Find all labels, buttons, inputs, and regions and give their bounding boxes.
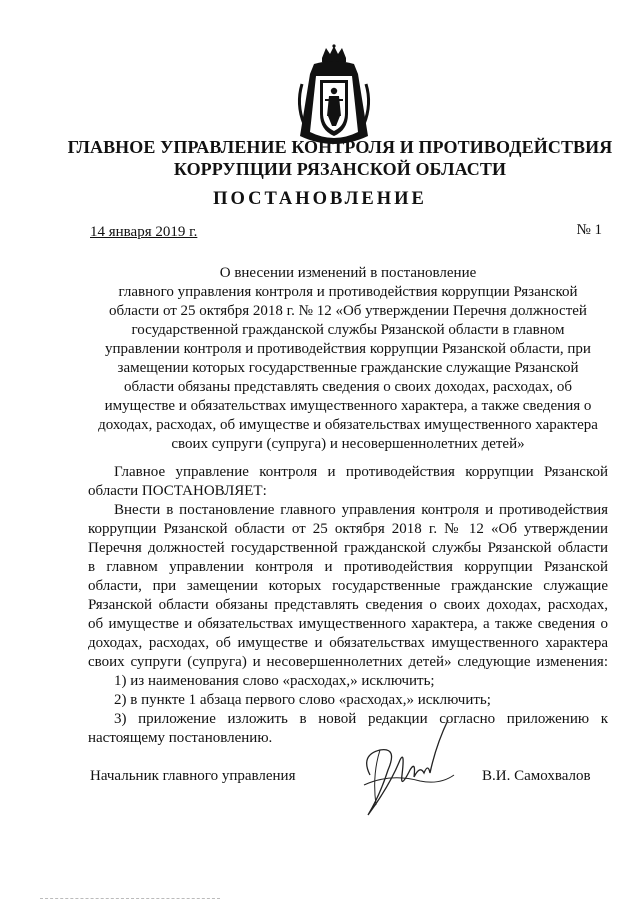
document-body	[88, 463, 608, 748]
signatory-title: Начальник главного управления	[90, 768, 296, 784]
body-line: своих супруги (супруга) и несовершеннолетних детей» следующие изменения:	[88, 654, 608, 670]
signatory-name: В.И. Самохвалов	[482, 768, 591, 784]
footer-divider	[40, 898, 220, 899]
subject-line: области обязаны представлять сведения о своих доходах, расходах, об	[124, 379, 572, 395]
body-line: Главное управление контроля и противодействия коррупции Рязанской	[114, 464, 608, 480]
list-item: 2) в пункте 1 абзаца первого слово «расходах,» исключить;	[114, 692, 491, 708]
body-line: Перечня должностей государственной гражданской службы Рязанской области	[88, 540, 608, 556]
body-line: об имуществе и обязательствах имущественного характера, а также сведения о	[88, 616, 608, 632]
list-item: 1) из наименования слово «расходах,» исключить;	[114, 673, 435, 689]
handwritten-signature	[350, 715, 470, 825]
body-line: области ПОСТАНОВЛЯЕТ:	[88, 483, 267, 499]
document-subject	[88, 264, 608, 454]
organization-title-line-2: КОРРУПЦИИ РЯЗАНСКОЙ ОБЛАСТИ	[173, 159, 507, 179]
document-date: 14 января 2019 г.	[90, 224, 198, 240]
body-line: настоящему постановлению.	[88, 730, 273, 746]
organization-title	[60, 136, 620, 180]
subject-line: доходах, расходах, об имуществе и обязательствах имущественного характера	[98, 417, 598, 433]
body-line: области, при замещении которых государственные гражданские служащие	[88, 578, 608, 594]
body-line: Внести в постановление главного управления контроля и противодействия	[114, 502, 608, 518]
document-type-heading: ПОСТАНОВЛЕНИЕ	[213, 189, 427, 209]
subject-line: государственной гражданской службы Рязанской области в главном	[131, 322, 565, 338]
subject-line: управлении контроля и противодействия коррупции Рязанской области, при	[105, 341, 591, 357]
document-number: № 1	[576, 222, 602, 238]
list-item: 3) приложение изложить в новой редакции согласно приложению к	[114, 711, 608, 727]
subject-line: главного управления контроля и противодействия коррупции Рязанской	[118, 284, 578, 300]
body-line: Рязанской области обязаны представлять сведения о своих доходах, расходах,	[88, 597, 608, 613]
subject-line: своих супруги (супруга) и несовершеннолетних детей»	[171, 436, 525, 452]
subject-line: имуществе и обязательствах имущественного характера, а также сведения о	[104, 398, 592, 414]
body-line: в главном управлении контроля и противодействия коррупции Рязанской	[88, 559, 608, 575]
organization-title-line-1: ГЛАВНОЕ УПРАВЛЕНИЕ КОНТРОЛЯ И ПРОТИВОДЕЙСТВИЯ	[67, 137, 613, 157]
body-line: коррупции Рязанской области от 25 октября 2018 г. № 12 «Об утверждении	[88, 521, 608, 537]
subject-line: области от 25 октября 2018 г. № 12 «Об утверждении Перечня должностей	[109, 303, 587, 319]
subject-line: О внесении изменений в постановление	[219, 265, 477, 281]
subject-line: замещении которых государственные гражданские служащие Рязанской	[117, 360, 579, 376]
body-line: доходах, расходах, об имуществе и обязательствах имущественного характера	[88, 635, 608, 651]
